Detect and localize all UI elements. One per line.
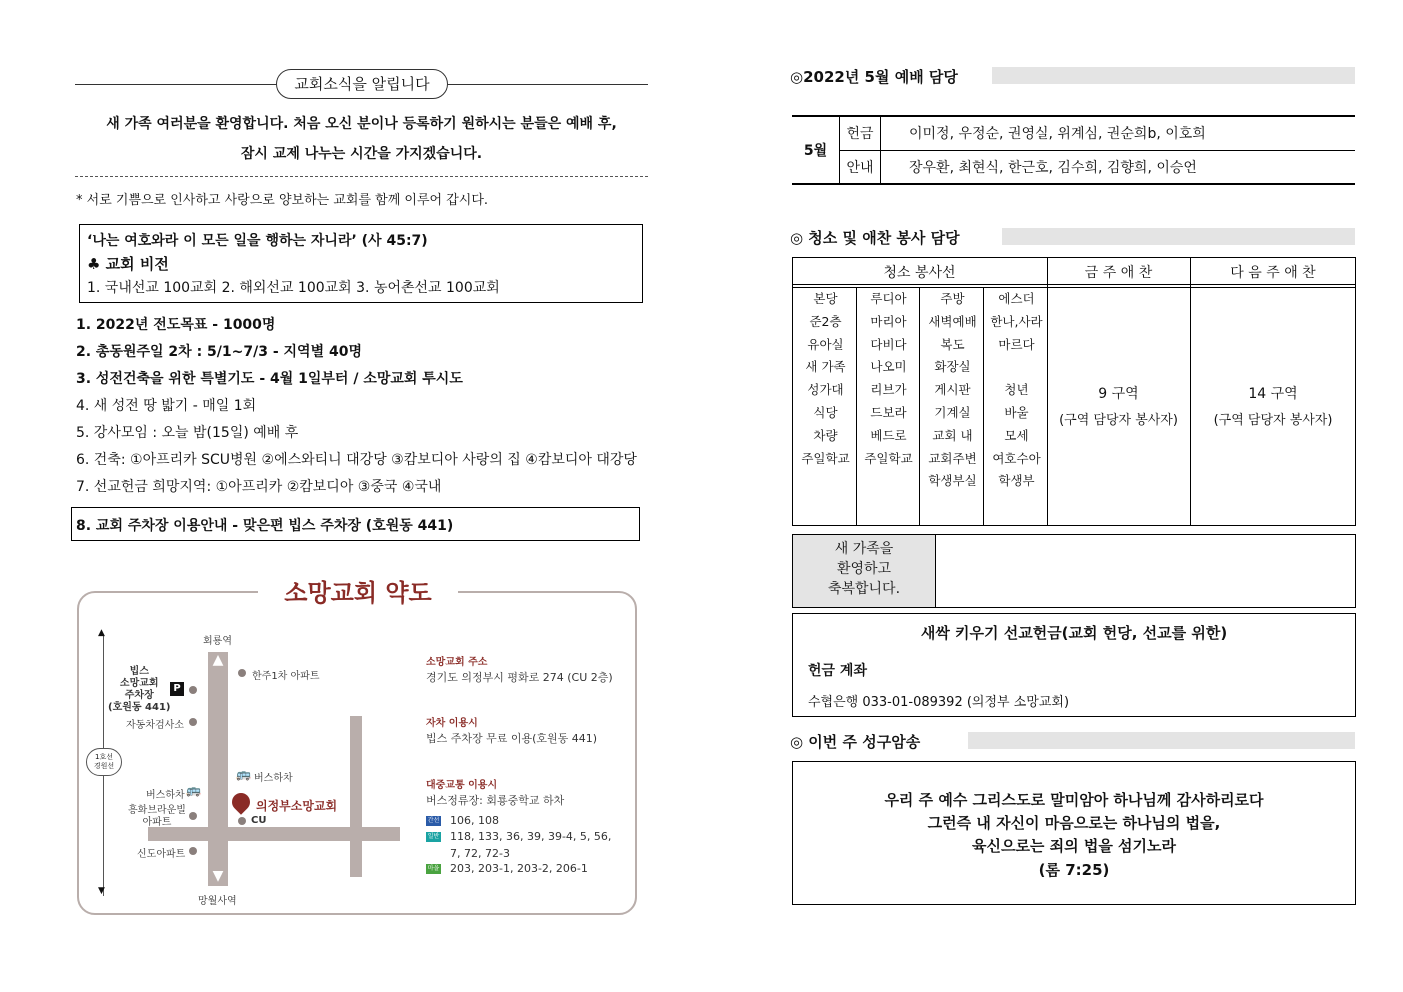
member: 에스더 <box>998 291 1035 306</box>
worship-title-bar <box>992 67 1355 84</box>
member: 주일학교 <box>864 450 913 466</box>
cu-dot <box>238 817 246 825</box>
memory-box <box>792 761 1356 905</box>
clean-areas-col-1 <box>794 288 857 470</box>
memory-title: ◎ 이번 주 성구암송 <box>790 733 921 751</box>
apt1-label: 한주1차 아파트 <box>252 671 320 682</box>
clean-members-col-2 <box>985 288 1048 493</box>
arrow-up-icon: ▲ <box>212 652 224 668</box>
clean-members-col-1 <box>857 288 920 470</box>
col-this-week-header: 금 주 애 찬 <box>1084 265 1153 281</box>
dashed-divider <box>75 176 648 177</box>
notice-item-1: 1. 2022년 전도목표 - 1000명 <box>76 317 276 333</box>
clean-areas-col-2 <box>921 288 984 493</box>
next-week-note: (구역 담당자 봉사자) <box>1213 413 1333 428</box>
church-motto: * 서로 기쁨으로 인사하고 사랑으로 양보하는 교회를 함께 이루어 갑시다. <box>76 193 489 208</box>
area: 학생부실 <box>928 473 977 489</box>
cleaning-header-rule <box>792 284 1356 285</box>
area: 식당 <box>813 404 838 420</box>
parking-notice: 8. 교회 주차장 이용안내 - 맞은편 빕스 주차장 (호원동 441) <box>76 518 454 534</box>
memory-reference: (롬 7:25) <box>1038 861 1110 879</box>
bus2-routes-cont: 7, 72, 72-3 <box>450 847 510 860</box>
rail-line-label: 1호선 경원선 <box>86 748 122 776</box>
member: 한나,사라 <box>990 313 1043 329</box>
inspection-label: 자동차검사소 <box>126 720 184 731</box>
bus3-tag: 마을 <box>427 865 440 872</box>
vision-text: 1. 국내선교 100교회 2. 해외선교 100교회 3. 농어촌선교 100교회 <box>87 280 500 296</box>
member: 바울 <box>1004 404 1029 420</box>
col-clean-header: 청소 봉사선 <box>883 265 956 281</box>
transit-text: 버스정류장: 회룡중학교 하차 <box>426 794 565 807</box>
bus3-routes: 203, 203-1, 203-2, 206-1 <box>450 862 588 875</box>
this-week-note: (구역 담당자 봉사자) <box>1059 413 1178 428</box>
area: 유아실 <box>807 336 844 352</box>
col-next-week-header: 다 음 주 애 찬 <box>1230 265 1316 281</box>
new-family-welcome: 새 가족을 환영하고 축복합니다. <box>793 535 936 607</box>
verse: ‘나는 여호와라 이 모든 일을 행하는 자니라’ (사 45:7) <box>87 233 428 249</box>
bus-icon-left: 🚌 <box>186 783 201 797</box>
hwa-apt-label: 흥화브라운빌 아파트 <box>128 805 186 828</box>
member: 나오미 <box>870 359 907 375</box>
addr-title: 소망교회 주소 <box>426 657 488 668</box>
bus-stop-left-label: 버스하차 <box>146 790 185 801</box>
memory-line-2: 그런즉 내 자신이 마음으로는 하나님의 법을, <box>927 814 1221 832</box>
memory-title-bar <box>968 732 1355 749</box>
station-top: 회룡역 <box>203 636 232 647</box>
area: 차량 <box>813 427 838 443</box>
bus-icon: 🚌 <box>236 767 251 781</box>
inspection-dot <box>189 718 197 726</box>
cleaning-title-bar <box>1002 228 1355 245</box>
area: 교회주변 <box>928 450 977 466</box>
vision-title: ♣ 교회 비전 <box>87 255 169 273</box>
bus1-tag: 간선 <box>427 817 440 824</box>
area: 복도 <box>940 336 965 352</box>
area: 본당 <box>813 291 838 306</box>
rail-arrow-down-icon: ▼ <box>98 886 105 896</box>
area: 교회 내 <box>932 427 973 443</box>
area: 화장실 <box>934 359 971 375</box>
vips-dot <box>189 686 197 694</box>
memory-line-1: 우리 주 예수 그리스도로 말미암아 하나님께 감사하리로다 <box>884 791 1264 809</box>
area: 새 가족 <box>805 359 846 375</box>
map-title: 소망교회 약도 <box>258 574 458 612</box>
station-bottom: 망월사역 <box>198 896 237 907</box>
car-text: 빕스 주차장 무료 이용(호원동 441) <box>426 732 598 745</box>
account-label: 헌금 계좌 <box>808 663 867 679</box>
account-number: 수협은행 033-01-089392 (의정부 소망교회) <box>808 695 1070 710</box>
member: 루디아 <box>870 291 907 306</box>
member: 베드로 <box>870 427 907 443</box>
area: 주일학교 <box>801 450 850 466</box>
arrow-down-icon: ▼ <box>212 868 224 884</box>
member: 마리아 <box>870 313 907 329</box>
welcome-line-1: 새 가족 여러분을 환영합니다. 처음 오신 분이나 등록하기 원하시는 분들은 예배 후, <box>106 116 617 132</box>
area: 준2층 <box>809 313 842 329</box>
member: 학생부 <box>998 473 1035 489</box>
cu-label: CU <box>251 815 267 826</box>
notice-item-3: 3. 성전건축을 위한 특별기도 - 4월 1일부터 / 소망교회 투시도 <box>76 371 463 387</box>
notice-item-2: 2. 총동원주일 2차 : 5/1~7/3 - 지역별 40명 <box>76 344 362 360</box>
vips-parking-label: 빕스 소망교회 주차장 (호원동 441) <box>108 666 171 713</box>
sindo-apt-dot <box>189 847 197 855</box>
month-cell: 5월 <box>792 116 840 184</box>
bus2-tag: 일반 <box>427 833 440 840</box>
member: 다비다 <box>870 336 907 352</box>
notice-item-4: 4. 새 성전 땅 밟기 - 매일 1회 <box>76 398 257 414</box>
apt1-dot <box>238 669 246 677</box>
transit-title: 대중교통 이용시 <box>426 780 498 791</box>
news-title: 교회소식을 알립니다 <box>276 69 448 99</box>
area: 새벽예배 <box>928 313 977 329</box>
area: 기계실 <box>934 404 971 420</box>
usher-names: 장우환, 최현식, 한근호, 김수희, 김향희, 이승언 <box>881 150 1356 184</box>
rail-arrow-up-icon: ▲ <box>98 628 105 638</box>
area: 성가대 <box>807 382 844 398</box>
bus2-routes: 118, 133, 36, 39, 39-4, 5, 56, <box>450 830 612 843</box>
bus-stop-right-label: 버스하차 <box>254 773 293 784</box>
member <box>985 356 1048 379</box>
member: 여호수아 <box>992 450 1041 466</box>
main-road <box>208 652 228 886</box>
offering-names: 이미정, 우정순, 권영실, 위계심, 권순희b, 이호희 <box>881 116 1356 150</box>
bus1-routes: 106, 108 <box>450 814 499 827</box>
mission-title: 새싹 키우기 선교헌금(교회 헌당, 선교를 위한) <box>920 624 1228 642</box>
next-week-zone: 14 구역 <box>1248 386 1298 402</box>
member: 리브가 <box>870 382 907 398</box>
welcome-line-2: 잠시 교제 나누는 시간을 가지겠습니다. <box>240 146 483 162</box>
member: 모세 <box>1004 427 1029 443</box>
this-week-zone: 9 구역 <box>1098 386 1139 402</box>
member: 드보라 <box>870 404 907 420</box>
memory-line-3: 육신으로는 죄의 법을 섬기노라 <box>971 837 1177 855</box>
cleaning-title: ◎ 청소 및 애찬 봉사 담당 <box>790 229 960 247</box>
notice-item-5: 5. 강사모임 : 오늘 밤(15일) 예배 후 <box>76 425 299 441</box>
side-road <box>350 716 362 877</box>
notice-item-7: 7. 선교헌금 희망지역: ①아프리카 ②캄보디아 ③중국 ④국내 <box>76 479 442 495</box>
member: 마르다 <box>998 336 1035 352</box>
addr-text: 경기도 의정부시 평화로 274 (CU 2층) <box>426 671 613 684</box>
member: 청년 <box>1004 382 1029 398</box>
cross-road <box>148 827 400 841</box>
sindo-apt-label: 신도아파트 <box>137 849 186 860</box>
car-title: 자차 이용시 <box>426 718 478 729</box>
worship-title: ◎2022년 5월 예배 담당 <box>790 68 958 86</box>
area: 게시판 <box>934 382 971 398</box>
parking-icon: P <box>170 682 184 696</box>
area: 주방 <box>940 291 965 306</box>
offering-label: 헌금 <box>840 116 881 150</box>
notice-item-6: 6. 건축: ①아프리카 SCU병원 ②에스와티니 대강당 ③캄보디아 사랑의 집 ④캄보디아 대강당 <box>76 452 637 468</box>
worship-table <box>792 115 1355 185</box>
usher-label: 안내 <box>840 150 881 184</box>
hwa-apt-dot <box>189 812 197 820</box>
church-label: 의정부소망교회 <box>256 799 338 813</box>
